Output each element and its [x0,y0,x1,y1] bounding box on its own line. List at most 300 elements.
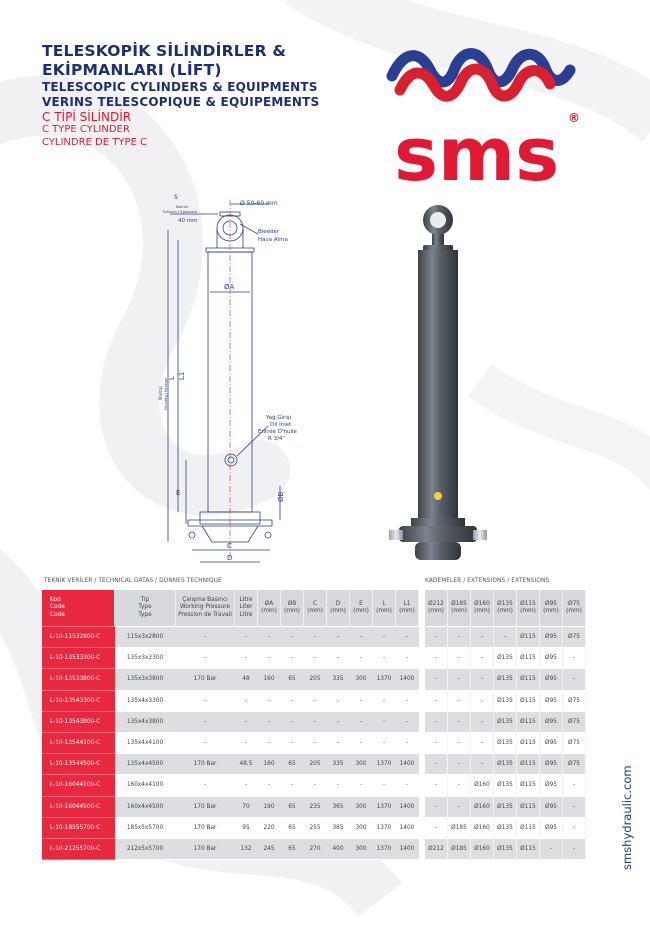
col-tip-tr: Tip [140,596,150,603]
label-d: D [227,554,233,562]
ext-col-unit: (mm) [428,608,444,614]
table-row [42,627,419,648]
title-block [42,42,372,149]
cell-kod: L-10-13533800-C [42,669,115,690]
cell-d: - [327,711,350,732]
sms-logo [380,40,600,200]
cell-l: 1370 [373,796,396,817]
technical-data-body [42,627,419,860]
ext-col-unit: (mm) [497,608,513,614]
ext-cell: Ø135 [494,732,517,753]
col-l1-name: L1 [403,600,411,607]
cell-c: 205 [304,754,327,775]
ext-col-4 [517,590,540,627]
table-header-extensions: KADEMELER / EXTENSIONS / EXTENSIONS [425,578,550,584]
cell-p: - [176,711,235,732]
ext-col-unit: (mm) [520,608,536,614]
cell-d: - [327,627,350,648]
ext-row [425,669,586,690]
ext-cell: Ø185 [448,838,471,859]
col-e [350,590,373,627]
ext-cell: Ø115 [517,711,540,732]
col-c [304,590,327,627]
cell-c: - [304,627,327,648]
technical-drawing [140,190,310,570]
cell-tip: 135x4x3300 [115,690,176,711]
ext-col-name: Ø185 [451,600,467,607]
type-en: C TYPE CYLINDER [42,124,130,135]
label-hava-alma: Hava Alma [258,237,288,243]
ext-row [425,648,586,669]
ext-cell: - [448,669,471,690]
ext-cell: Ø75 [563,732,586,753]
ext-cell: Ø135 [494,817,517,838]
cell-e: 300 [350,817,373,838]
cell-c: 205 [304,669,327,690]
cell-d: - [327,648,350,669]
cylinder-photo [385,200,495,572]
ext-col-name: Ø95 [545,600,557,607]
cell-l: 1370 [373,838,396,859]
cell-kod: L-10-13543800-C [42,711,115,732]
ext-cell: - [425,775,448,796]
cell-lt: 48 [235,669,258,690]
cell-l: 1370 [373,754,396,775]
col-d [327,590,350,627]
table-row [42,669,419,690]
ext-cell: Ø95 [540,711,563,732]
cell-tip: 160x4x4100 [115,775,176,796]
cell-e: 300 [350,754,373,775]
label-oil-en: Oil Inlet [270,422,292,428]
ext-row [425,690,586,711]
col-pressure-tr: Çalışma Basıncı [182,596,228,603]
table-row [42,817,419,838]
cell-tip: 135x4x4100 [115,732,176,753]
cell-lt: 70 [235,796,258,817]
ext-cell: Ø115 [517,817,540,838]
cell-c: - [304,775,327,796]
label-montaj: Montaj [158,386,163,400]
cell-c: 235 [304,796,327,817]
col-d-unit: (mm) [330,608,346,614]
cell-p: - [176,775,235,796]
cell-e: - [350,690,373,711]
cell-lt: 132 [235,838,258,859]
col-b [281,590,304,627]
ext-cell: Ø95 [540,817,563,838]
cell-kod: L-10-13544500-C [42,754,115,775]
ext-cell: Ø75 [563,711,586,732]
ext-cell: - [425,732,448,753]
extensions-table [425,590,586,860]
cell-l: 1370 [373,817,396,838]
label-e: E [176,489,181,497]
cell-p: 170 Bar [176,669,235,690]
cell-a: - [258,711,281,732]
ext-cell: - [471,754,494,775]
cell-p: 170 Bar [176,796,235,817]
table-row [42,796,419,817]
label-thickness-sub: Tickness / Epaisseur [162,210,198,214]
cell-l1: 1400 [396,796,419,817]
ext-cell: Ø135 [494,838,517,859]
cell-lt: - [235,732,258,753]
cell-d: 335 [327,754,350,775]
ext-cell: Ø160 [471,817,494,838]
ext-cell: - [563,648,586,669]
cell-b: - [281,732,304,753]
cell-d: 400 [327,838,350,859]
ext-cell: Ø95 [540,690,563,711]
cell-b: - [281,690,304,711]
ext-cell: Ø115 [517,838,540,859]
cell-b: - [281,627,304,648]
label-s: S [174,194,178,201]
table-row [42,690,419,711]
label-mounting: Mounting / Montage [164,378,168,410]
cell-d: 335 [327,669,350,690]
col-pressure [176,590,235,627]
ext-cell: Ø135 [494,754,517,775]
cell-l: - [373,690,396,711]
ext-cell: Ø212 [425,838,448,859]
cell-d: 365 [327,796,350,817]
ext-cell: Ø95 [540,648,563,669]
cell-kod: L-10-16044100-C [42,775,115,796]
cell-c: - [304,711,327,732]
cell-c: - [304,648,327,669]
cell-tip: 115x3x2800 [115,627,176,648]
label-l: L [168,376,176,380]
col-l1-unit: (mm) [399,608,415,614]
ext-col-5 [540,590,563,627]
col-e-name: E [359,600,363,607]
logo-registered: ® [568,111,580,125]
type-tr: C TİPİ SİLİNDİR [42,110,132,124]
cell-lt: - [235,711,258,732]
table-row [42,754,419,775]
cell-c: - [304,732,327,753]
ext-cell: Ø160 [471,775,494,796]
cell-b: 65 [281,838,304,859]
label-oil-thread: R 3/4" [268,436,285,442]
logo-text: sms [394,112,560,198]
ext-cell: Ø95 [540,796,563,817]
col-tip [115,590,176,627]
ext-cell: - [425,690,448,711]
ext-cell: Ø95 [540,627,563,648]
ext-cell: Ø75 [563,754,586,775]
cell-l: - [373,732,396,753]
website [604,760,634,870]
ext-cell: Ø185 [448,817,471,838]
table-header-technical: TEKNİK VERİLER / TECHNICAL DATAS / DONNES TECHNIQUE [44,578,222,584]
ext-cell: - [448,690,471,711]
cell-p: 170 Bar [176,838,235,859]
ext-cell: Ø115 [517,627,540,648]
label-oil-fr: Entrée D'huile [258,429,297,435]
cell-tip: 135x3x3300 [115,648,176,669]
cell-d: - [327,775,350,796]
cell-l1: - [396,711,419,732]
ext-cell: - [494,627,517,648]
cell-l1: - [396,732,419,753]
ext-col-unit: (mm) [543,608,559,614]
cell-kod: L-10-18555700-C [42,817,115,838]
cell-a: - [258,627,281,648]
ext-cell: Ø135 [494,690,517,711]
ext-cell: - [425,648,448,669]
technical-data-table [42,590,419,860]
table-row [42,732,419,753]
ext-row [425,817,586,838]
title-en: TELESCOPIC CYLINDERS & EQUIPMENTS [42,80,318,94]
label-bleeder: Bleeder [258,229,280,235]
cell-l: - [373,627,396,648]
ext-cell: Ø135 [494,669,517,690]
cell-l: - [373,648,396,669]
ext-cell: - [448,711,471,732]
label-40mm: 40 mm [178,218,198,224]
ext-row [425,711,586,732]
cell-kod: L-10-13533300-C [42,648,115,669]
label-eye-diameter: Ø 50-60 mm [240,200,278,207]
table-row [42,711,419,732]
cell-l1: - [396,648,419,669]
col-l1 [396,590,419,627]
ext-col-name: Ø212 [428,600,444,607]
cell-a: - [258,775,281,796]
cell-b: 65 [281,754,304,775]
cell-l1: 1400 [396,669,419,690]
cell-b: - [281,775,304,796]
title-tr-line1: TELESKOPİK SİLİNDİRLER & [42,42,287,60]
cell-l1: - [396,627,419,648]
cell-lt: - [235,648,258,669]
ext-col-name: Ø75 [568,600,580,607]
cell-e: - [350,711,373,732]
ext-cell: - [425,711,448,732]
col-tip-fr: Type [138,611,152,618]
cell-kod: L-10-21255700-C [42,838,115,859]
cell-kod: L-10-16044500-C [42,796,115,817]
cell-b: 65 [281,796,304,817]
cell-tip: 135x3x3800 [115,669,176,690]
cell-p: 170 Bar [176,754,235,775]
cell-e: - [350,732,373,753]
label-thickness: Kalınlık [176,205,189,209]
cell-lt: 95 [235,817,258,838]
ext-col-name: Ø135 [497,600,513,607]
ext-row [425,627,586,648]
ext-cell: Ø135 [494,711,517,732]
cell-a: 220 [258,817,281,838]
cell-tip: 135x4x4500 [115,754,176,775]
cell-lt: - [235,775,258,796]
cell-e: 300 [350,669,373,690]
col-e-unit: (mm) [353,608,369,614]
ext-col-2 [471,590,494,627]
ext-cell: - [563,838,586,859]
cell-e: - [350,627,373,648]
ext-cell: - [563,669,586,690]
ext-cell: - [425,817,448,838]
cell-tip: 185x5x5700 [115,817,176,838]
cell-d: - [327,690,350,711]
cell-l: - [373,711,396,732]
cell-tip: 135x4x3800 [115,711,176,732]
type-fr: CYLINDRE DE TYPE C [42,136,147,148]
ext-col-0 [425,590,448,627]
col-kod [42,590,115,627]
ext-cell: - [425,796,448,817]
col-a [258,590,281,627]
col-a-name: ØA [264,600,274,607]
cell-p: - [176,732,235,753]
col-b-unit: (mm) [284,608,300,614]
cell-kod: L-10-11532800-C [42,627,115,648]
website-text: smshydraulic.com [620,765,634,870]
ext-cell: - [540,838,563,859]
cell-a: 160 [258,754,281,775]
cell-a: - [258,690,281,711]
table-row [42,648,419,669]
ext-col-6 [563,590,586,627]
col-l [373,590,396,627]
ext-cell: - [563,817,586,838]
col-l-unit: (mm) [376,608,392,614]
col-litre-en: Liter [239,604,253,611]
cell-l: - [373,775,396,796]
cell-c: 255 [304,817,327,838]
table-row [42,838,419,859]
ext-row [425,796,586,817]
ext-cell: Ø95 [540,754,563,775]
ext-cell: - [471,648,494,669]
label-dia-a: ØA [224,283,235,291]
ext-row [425,775,586,796]
cell-a: - [258,732,281,753]
cell-tip: 160x4x4500 [115,796,176,817]
cell-a: 245 [258,838,281,859]
title-fr: VERINS TELESCOPIQUE & EQUIPEMENTS [42,95,320,109]
label-c: C [227,542,232,550]
col-pressure-fr: Pression de Travail [178,611,232,618]
ext-row [425,838,586,859]
ext-cell: - [471,627,494,648]
ext-cell: - [448,754,471,775]
ext-cell: - [448,648,471,669]
ext-row [425,754,586,775]
ext-cell: Ø115 [517,648,540,669]
ext-cell: - [425,754,448,775]
ext-col-name: Ø115 [520,600,536,607]
ext-cell: - [471,690,494,711]
ext-cell: Ø75 [563,690,586,711]
ext-cell: Ø160 [471,796,494,817]
cell-a: 190 [258,796,281,817]
ext-cell: - [563,775,586,796]
col-c-name: C [312,600,318,607]
cell-c: - [304,690,327,711]
col-tip-en: Type [138,604,152,611]
ext-cell: Ø95 [540,775,563,796]
ext-cell: - [471,711,494,732]
table-header-row [42,590,419,627]
ext-row [425,732,586,753]
title-tr-line2: EKİPMANLARI (LİFT) [42,61,222,79]
cell-lt: 48,5 [235,754,258,775]
cell-l: 1370 [373,669,396,690]
table-row [42,775,419,796]
cell-e: - [350,775,373,796]
cell-e: 300 [350,838,373,859]
ext-cell: - [471,732,494,753]
cell-b: 65 [281,669,304,690]
col-d-name: D [335,600,341,607]
ext-cell: Ø160 [471,838,494,859]
ext-col-name: Ø160 [474,600,490,607]
ext-cell: Ø135 [494,775,517,796]
ext-cell: Ø115 [517,775,540,796]
ext-cell: Ø95 [540,669,563,690]
ext-cell: Ø135 [494,796,517,817]
label-oil-tr: Yağ Girişi [266,415,292,421]
ext-cell: - [448,732,471,753]
ext-col-1 [448,590,471,627]
ext-col-unit: (mm) [451,608,467,614]
col-kod-tr: Kod [50,596,61,603]
cell-l1: - [396,775,419,796]
cell-e: - [350,648,373,669]
cell-l1: 1400 [396,754,419,775]
col-c-unit: (mm) [307,608,323,614]
ext-cell: - [448,627,471,648]
ext-cell: - [425,669,448,690]
col-kod-fr: Code [50,611,65,618]
cell-a: 160 [258,669,281,690]
ext-cell: Ø115 [517,690,540,711]
cell-l1: - [396,690,419,711]
cell-kod: L-10-13544100-C [42,732,115,753]
cell-p: 170 Bar [176,817,235,838]
extensions-body [425,627,586,860]
cell-lt: - [235,690,258,711]
col-pressure-en: Working Pressure [179,604,231,611]
cell-b: 65 [281,817,304,838]
cell-e: 300 [350,796,373,817]
ext-cell: - [425,627,448,648]
cell-l1: 1400 [396,838,419,859]
extensions-header-row [425,590,586,627]
col-litre [235,590,258,627]
ext-col-3 [494,590,517,627]
ext-cell: Ø135 [494,648,517,669]
ext-cell: Ø115 [517,669,540,690]
ext-cell: Ø95 [540,732,563,753]
cell-a: - [258,648,281,669]
label-dia-b: ØB [277,491,285,502]
cell-b: - [281,648,304,669]
cell-d: - [327,732,350,753]
cell-l1: 1400 [396,817,419,838]
ext-cell: Ø115 [517,796,540,817]
cell-tip: 212x5x5700 [115,838,176,859]
ext-cell: - [448,796,471,817]
ext-cell: Ø75 [563,627,586,648]
col-litre-tr: Litre [239,596,253,603]
